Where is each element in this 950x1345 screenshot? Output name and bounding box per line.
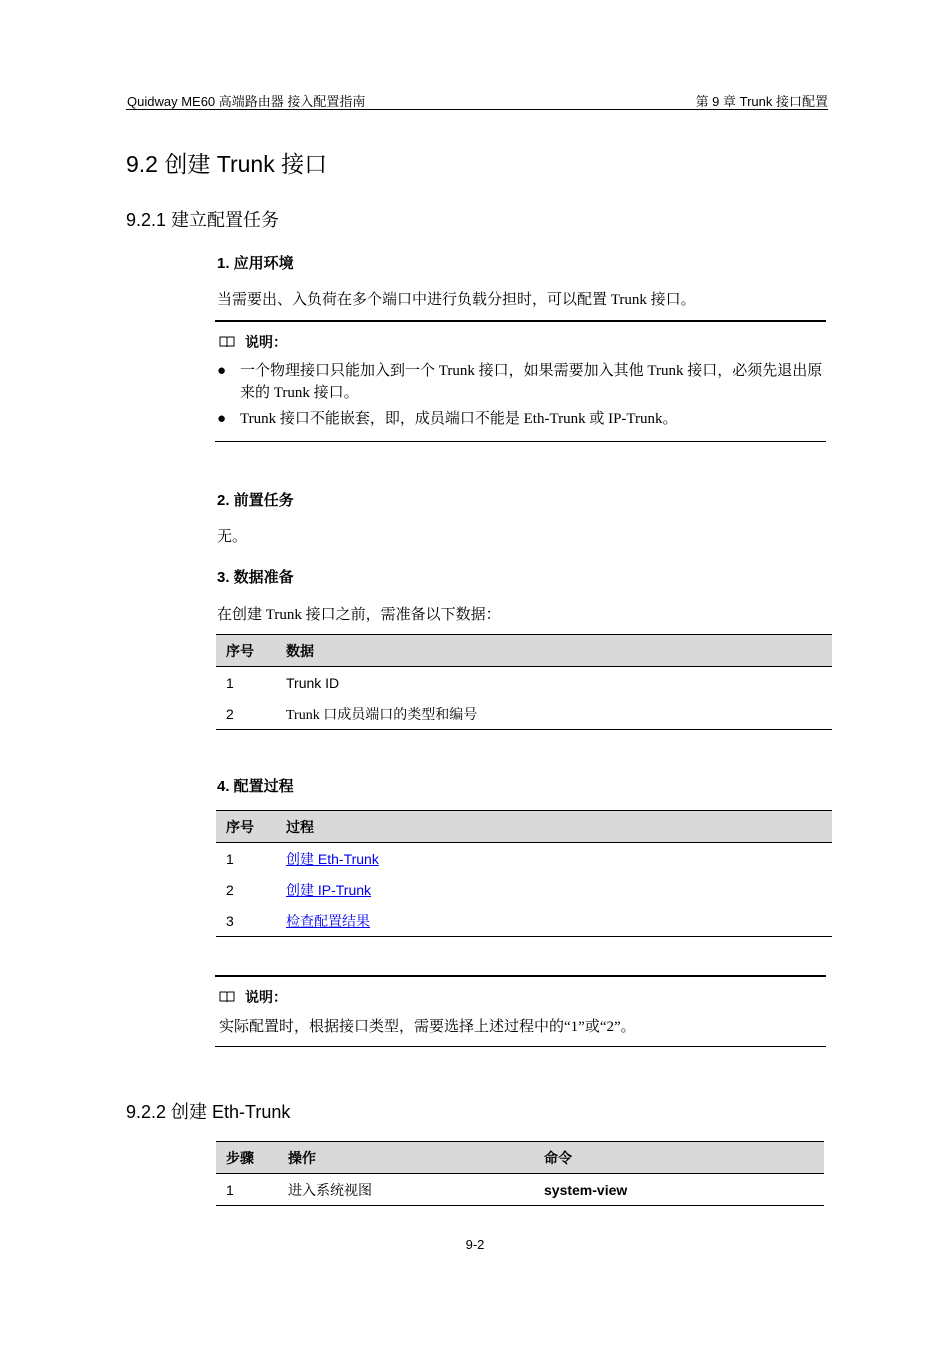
note-header	[219, 987, 287, 1007]
section-title: 9.2 创建 Trunk 接口	[126, 151, 328, 177]
note-text: 实际配置时，根据接口类型，需要选择上述过程中的“1”或“2”。	[219, 1019, 636, 1035]
book-icon	[219, 991, 235, 1003]
note-label: 说明：	[245, 334, 287, 350]
heading-data-preparation: 3. 数据准备	[217, 569, 294, 586]
link-check-configuration[interactable]: 检查配置结果	[286, 914, 370, 930]
cell-index: 2	[226, 881, 234, 898]
data-preparation-table	[216, 634, 832, 730]
table-row	[216, 698, 832, 730]
cell-index: 1	[226, 850, 234, 867]
link-create-ip-trunk[interactable]: 创建 IP-Trunk	[286, 881, 372, 898]
subsection-title-9-2-2: 9.2.2 创建 Eth-Trunk	[126, 1102, 291, 1122]
column-header: 数据	[276, 635, 832, 667]
prerequisites-text: 无。	[217, 529, 248, 545]
cell-data: Trunk 口成员端口的类型和编号	[276, 698, 832, 730]
table-header-row	[216, 1142, 824, 1174]
page-number: 9-2	[465, 1237, 485, 1252]
table-row	[216, 905, 832, 937]
heading-prerequisites: 2. 前置任务	[217, 492, 294, 509]
column-header: 步骤	[216, 1142, 278, 1174]
note-list	[215, 360, 826, 430]
table-row	[216, 667, 832, 699]
column-header: 命令	[534, 1142, 824, 1174]
data-preparation-text: 在创建 Trunk 接口之前，需准备以下数据：	[217, 607, 501, 623]
note-item: ● 一个物理接口只能加入到一个 Trunk 接口，如果需要加入其他 Trunk 接口，必须先退出原来的 Trunk 接口。	[217, 362, 823, 401]
cell-command: system-view	[534, 1174, 824, 1206]
procedure-table	[216, 810, 832, 937]
application-environment-text: 当需要出、入负荷在多个端口中进行负载分担时，可以配置 Trunk 接口。	[217, 292, 696, 308]
column-header: 序号	[216, 635, 276, 667]
cell-step: 1	[216, 1174, 278, 1206]
note-box-2	[215, 975, 826, 1047]
note-header	[219, 332, 287, 352]
eth-trunk-steps-table	[216, 1141, 824, 1206]
book-icon	[219, 336, 235, 348]
note-item: ● Trunk 接口不能嵌套，即，成员端口不能是 Eth-Trunk 或 IP-Trunk。	[217, 410, 678, 427]
note-box-1	[215, 320, 826, 442]
cell-data: Trunk ID	[286, 674, 340, 691]
column-header: 过程	[276, 811, 832, 843]
cell-index: 3	[216, 905, 276, 937]
table-row	[216, 843, 832, 875]
table-header-row	[216, 811, 832, 843]
running-header-title: Quidway ME60 高端路由器 接入配置指南	[127, 94, 366, 109]
heading-application-environment: 1. 应用环境	[217, 255, 294, 272]
cell-index: 2	[216, 698, 276, 730]
table-header-row	[216, 635, 832, 667]
table-row	[216, 874, 832, 905]
cell-operation: 进入系统视图	[278, 1174, 534, 1206]
header-divider	[126, 109, 828, 110]
column-header: 序号	[216, 811, 276, 843]
cell-index: 1	[226, 674, 234, 691]
heading-configuration-procedure: 4. 配置过程	[217, 778, 294, 795]
subsection-title-9-2-1: 9.2.1 建立配置任务	[126, 210, 280, 230]
table-row	[216, 1174, 824, 1206]
column-header: 操作	[278, 1142, 534, 1174]
link-create-eth-trunk[interactable]: 创建 Eth-Trunk	[286, 850, 379, 867]
note-label: 说明：	[245, 989, 287, 1005]
running-header-chapter: 第 9 章 Trunk 接口配置	[695, 94, 828, 109]
